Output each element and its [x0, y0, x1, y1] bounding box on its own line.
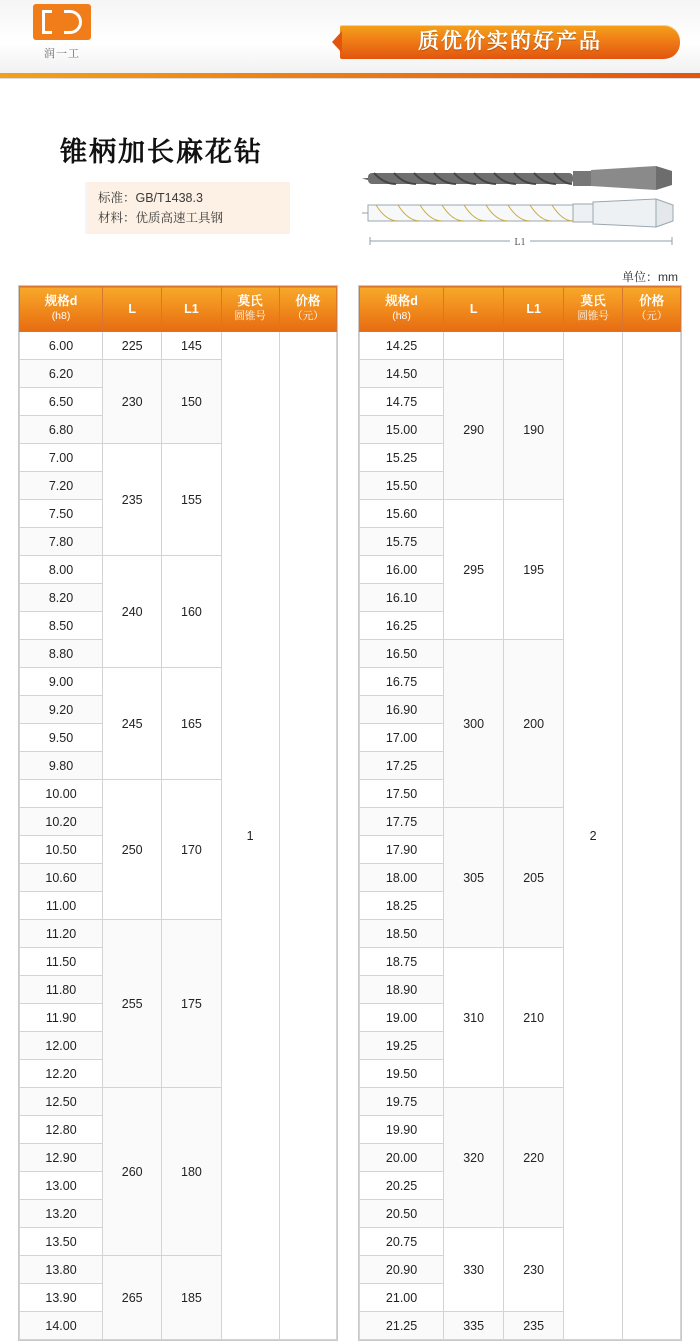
cell-spec-d: 19.50	[360, 1060, 444, 1088]
cell-spec-d: 13.50	[20, 1228, 103, 1256]
cell-spec-d: 14.00	[20, 1312, 103, 1340]
cell-length-L: 265	[103, 1256, 162, 1340]
cell-spec-d: 8.20	[20, 584, 103, 612]
cell-spec-d: 8.00	[20, 556, 103, 584]
cell-spec-d: 9.50	[20, 724, 103, 752]
cell-spec-d: 7.80	[20, 528, 103, 556]
cell-spec-d: 9.20	[20, 696, 103, 724]
cell-price	[623, 332, 681, 1340]
table-row	[20, 332, 337, 360]
cell-spec-d: 13.80	[20, 1256, 103, 1284]
cell-spec-d: 7.00	[20, 444, 103, 472]
unit-note: 单位：mm	[622, 270, 678, 284]
cell-spec-d: 11.90	[20, 1004, 103, 1032]
cell-length-L1: 200	[504, 640, 564, 808]
cell-spec-d: 12.00	[20, 1032, 103, 1060]
cell-spec-d: 19.90	[360, 1116, 444, 1144]
cell-spec-d: 20.50	[360, 1200, 444, 1228]
cell-spec-d: 16.00	[360, 556, 444, 584]
cell-spec-d: 19.25	[360, 1032, 444, 1060]
cell-length-L1: 145	[162, 332, 221, 360]
cell-length-L: 330	[444, 1228, 504, 1312]
cell-spec-d: 16.50	[360, 640, 444, 668]
cell-spec-d: 21.25	[360, 1312, 444, 1340]
cell-spec-d: 18.90	[360, 976, 444, 1004]
cell-spec-d: 16.75	[360, 668, 444, 696]
cell-length-L1: 175	[162, 920, 221, 1088]
cell-spec-d: 9.80	[20, 752, 103, 780]
cell-spec-d: 17.25	[360, 752, 444, 780]
cell-spec-d: 6.20	[20, 360, 103, 388]
cell-spec-d: 16.10	[360, 584, 444, 612]
cell-length-L1: 210	[504, 948, 564, 1088]
cell-spec-d: 15.50	[360, 472, 444, 500]
logo-mark-icon	[33, 4, 91, 40]
cell-spec-d: 18.50	[360, 920, 444, 948]
cell-morse-taper: 2	[564, 332, 623, 1340]
cell-spec-d: 15.75	[360, 528, 444, 556]
company-logo	[18, 4, 106, 72]
cell-spec-d: 15.25	[360, 444, 444, 472]
cell-length-L	[444, 332, 504, 360]
cell-spec-d: 11.80	[20, 976, 103, 1004]
cell-spec-d: 19.75	[360, 1088, 444, 1116]
cell-length-L1: 165	[162, 668, 221, 780]
cell-spec-d: 6.80	[20, 416, 103, 444]
spec-table-left-wrapper	[18, 285, 338, 1341]
cell-length-L: 260	[103, 1088, 162, 1256]
table-row	[360, 332, 681, 360]
standard-label: 标准：GB/T1438.3	[98, 191, 203, 205]
cell-spec-d: 18.00	[360, 864, 444, 892]
cell-length-L: 235	[103, 444, 162, 556]
cell-spec-d: 8.50	[20, 612, 103, 640]
cell-spec-d: 20.75	[360, 1228, 444, 1256]
drill-bit-diagram	[360, 155, 680, 265]
cell-spec-d: 10.50	[20, 836, 103, 864]
cell-length-L: 225	[103, 332, 162, 360]
cell-length-L1: 155	[162, 444, 221, 556]
cell-spec-d: 6.00	[20, 332, 103, 360]
cell-spec-d: 14.50	[360, 360, 444, 388]
cell-length-L1: 235	[504, 1312, 564, 1340]
cell-length-L: 310	[444, 948, 504, 1088]
cell-length-L: 250	[103, 780, 162, 920]
cell-length-L: 255	[103, 920, 162, 1088]
col-header-L: L	[444, 287, 504, 332]
cell-spec-d: 20.25	[360, 1172, 444, 1200]
cell-morse-taper: 1	[221, 332, 279, 1340]
cell-spec-d: 11.50	[20, 948, 103, 976]
col-header-price: 价格 （元）	[623, 287, 681, 332]
cell-spec-d: 11.20	[20, 920, 103, 948]
cell-spec-d: 15.00	[360, 416, 444, 444]
page-header	[0, 0, 700, 79]
cell-spec-d: 16.90	[360, 696, 444, 724]
cell-spec-d: 14.25	[360, 332, 444, 360]
product-illustration	[360, 155, 680, 265]
cell-spec-d: 12.50	[20, 1088, 103, 1116]
cell-length-L: 240	[103, 556, 162, 668]
cell-spec-d: 17.75	[360, 808, 444, 836]
cell-spec-d: 11.00	[20, 892, 103, 920]
cell-length-L: 320	[444, 1088, 504, 1228]
cell-spec-d: 9.00	[20, 668, 103, 696]
cell-spec-d: 17.90	[360, 836, 444, 864]
table-header-row	[20, 287, 337, 332]
cell-length-L1: 180	[162, 1088, 221, 1256]
dimension-label: L1	[514, 237, 526, 248]
cell-length-L1: 230	[504, 1228, 564, 1312]
col-header-L1: L1	[162, 287, 221, 332]
cell-length-L: 300	[444, 640, 504, 808]
cell-length-L1: 150	[162, 360, 221, 444]
spec-table-right	[359, 286, 681, 1340]
col-header-d: 规格d (h8)	[360, 287, 444, 332]
cell-length-L: 230	[103, 360, 162, 444]
col-header-L: L	[103, 287, 162, 332]
cell-spec-d: 10.60	[20, 864, 103, 892]
cell-spec-d: 18.75	[360, 948, 444, 976]
cell-length-L: 295	[444, 500, 504, 640]
cell-price	[279, 332, 336, 1340]
cell-spec-d: 15.60	[360, 500, 444, 528]
col-header-mt: 莫氏 圆锥号	[564, 287, 623, 332]
cell-length-L1: 185	[162, 1256, 221, 1340]
col-header-L1: L1	[504, 287, 564, 332]
cell-length-L1: 160	[162, 556, 221, 668]
cell-spec-d: 16.25	[360, 612, 444, 640]
cell-length-L1: 220	[504, 1088, 564, 1228]
cell-spec-d: 10.00	[20, 780, 103, 808]
cell-spec-d: 13.20	[20, 1200, 103, 1228]
cell-spec-d: 20.00	[360, 1144, 444, 1172]
spec-box	[85, 182, 290, 234]
col-header-price: 价格 （元）	[279, 287, 336, 332]
header-divider	[0, 73, 700, 78]
cell-spec-d: 20.90	[360, 1256, 444, 1284]
cell-length-L1: 170	[162, 780, 221, 920]
cell-spec-d: 7.50	[20, 500, 103, 528]
cell-spec-d: 10.20	[20, 808, 103, 836]
cell-spec-d: 13.90	[20, 1284, 103, 1312]
page-title: 锥柄加长麻花钻	[60, 137, 263, 167]
col-header-mt: 莫氏 圆锥号	[221, 287, 279, 332]
cell-spec-d: 17.00	[360, 724, 444, 752]
cell-length-L: 290	[444, 360, 504, 500]
cell-length-L1: 205	[504, 808, 564, 948]
cell-length-L: 305	[444, 808, 504, 948]
cell-spec-d: 12.20	[20, 1060, 103, 1088]
col-header-d: 规格d (h8)	[20, 287, 103, 332]
cell-spec-d: 19.00	[360, 1004, 444, 1032]
cell-spec-d: 12.80	[20, 1116, 103, 1144]
cell-length-L1: 195	[504, 500, 564, 640]
cell-length-L: 245	[103, 668, 162, 780]
cell-spec-d: 8.80	[20, 640, 103, 668]
cell-spec-d: 6.50	[20, 388, 103, 416]
cell-spec-d: 12.90	[20, 1144, 103, 1172]
logo-text: 润一工	[44, 48, 80, 60]
cell-length-L1	[504, 332, 564, 360]
material-label: 材料：优质高速工具钢	[98, 211, 224, 225]
cell-length-L1: 190	[504, 360, 564, 500]
spec-table-left	[19, 286, 337, 1340]
slogan-banner	[340, 25, 680, 59]
cell-spec-d: 7.20	[20, 472, 103, 500]
table-header-row	[360, 287, 681, 332]
cell-spec-d: 17.50	[360, 780, 444, 808]
cell-spec-d: 14.75	[360, 388, 444, 416]
cell-spec-d: 18.25	[360, 892, 444, 920]
cell-length-L: 335	[444, 1312, 504, 1340]
cell-spec-d: 13.00	[20, 1172, 103, 1200]
slogan-text: 质优价实的好产品	[418, 30, 602, 53]
cell-spec-d: 21.00	[360, 1284, 444, 1312]
spec-table-right-wrapper	[358, 285, 682, 1341]
